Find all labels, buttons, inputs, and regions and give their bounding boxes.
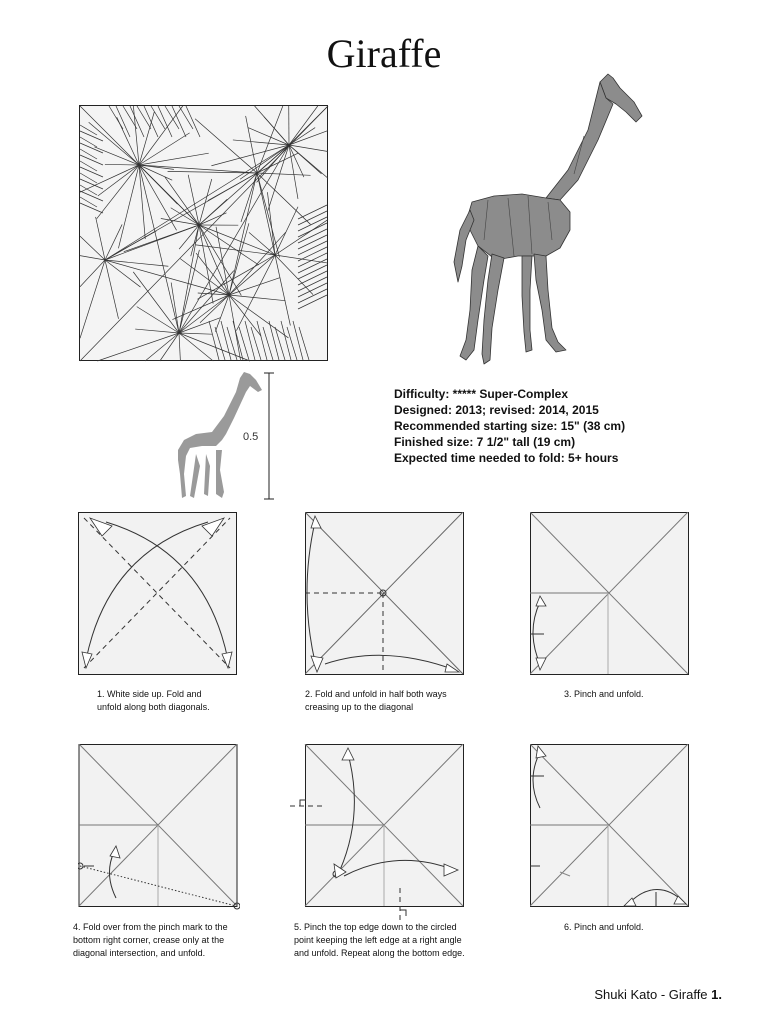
scale-label: 0.5 xyxy=(243,431,259,443)
step-6-diagram xyxy=(530,744,692,908)
step-3-diagram xyxy=(530,512,690,676)
step-6-caption: 6. Pinch and unfold. xyxy=(564,922,644,932)
footer-author: Shuki Kato - Giraffe xyxy=(594,987,712,1002)
model-info xyxy=(394,386,625,466)
giraffe-model-illustration xyxy=(448,70,648,370)
step-1-diagram xyxy=(78,512,238,676)
step-2-diagram xyxy=(305,512,465,676)
page-title: Giraffe xyxy=(326,31,442,76)
crease-pattern xyxy=(79,105,329,362)
step-3-caption: 3. Pinch and unfold. xyxy=(564,689,644,699)
finished-size-text: Finished size: 7 1/2" tall (19 cm) xyxy=(394,435,576,449)
designed-text: Designed: 2013; revised: 2014, 2015 xyxy=(394,403,599,417)
step-1-caption: 1. White side up. Fold and unfold along both diagonals. xyxy=(97,689,210,712)
difficulty-text: Difficulty: ***** Super-Complex xyxy=(394,387,569,401)
scale-bar xyxy=(262,372,276,502)
page-footer xyxy=(594,987,722,1002)
step-5-caption: 5. Pinch the top edge down to the circled point keeping the left edge at a right angle and unfold. Repeat along the bottom edge. xyxy=(294,922,465,958)
step-2-caption: 2. Fold and unfold in half both ways creasing up to the diagonal xyxy=(305,689,447,712)
step-4-diagram xyxy=(78,744,240,912)
starting-size-text: Recommended starting size: 15" (38 cm) xyxy=(394,419,626,433)
page-number: 1. xyxy=(711,987,722,1002)
step-5-diagram xyxy=(288,744,468,922)
step-4-caption: 4. Fold over from the pinch mark to the bottom right corner, crease only at the diagonal intersection, and unfold. xyxy=(73,922,228,958)
time-text: Expected time needed to fold: 5+ hours xyxy=(394,451,619,465)
